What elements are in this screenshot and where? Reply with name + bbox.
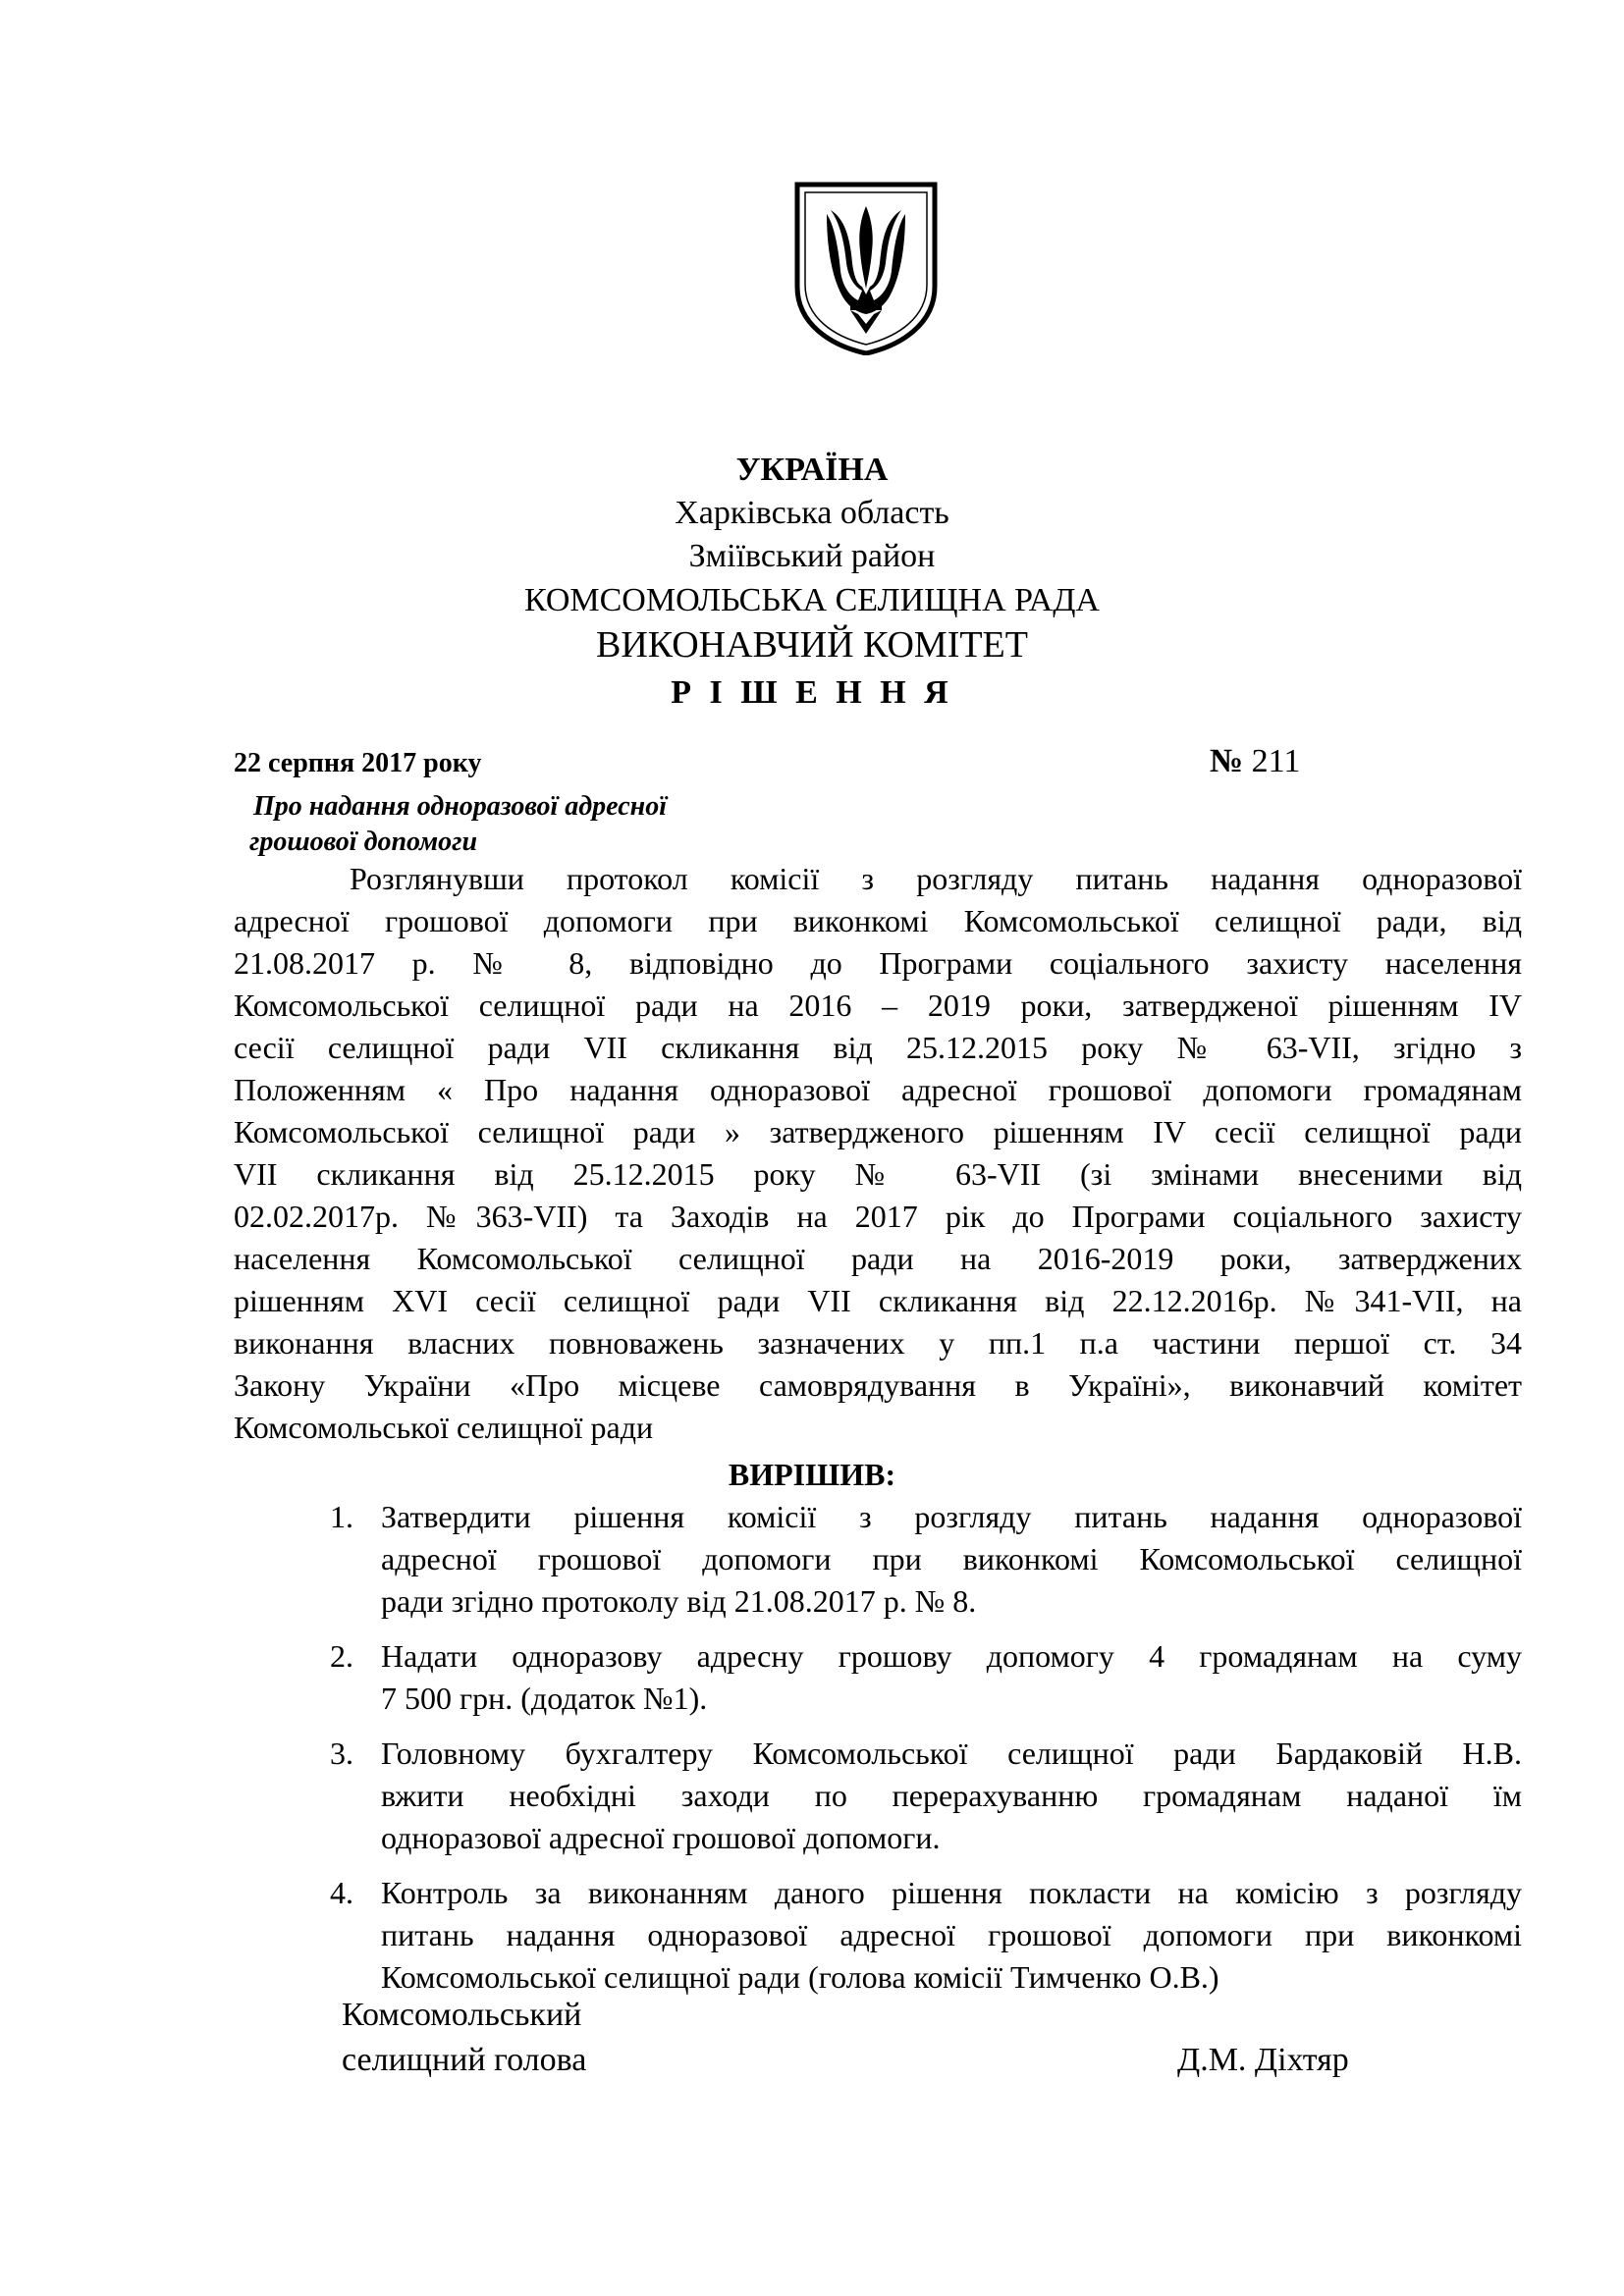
signer-name: Д.М. Діхтяр xyxy=(1177,2042,1349,2078)
item-line: Затвердити рішення комісії з розгляду питань надання одноразової xyxy=(381,1499,1522,1534)
preamble-line: Розглянувши протокол комісії з розгляду питань надання одноразової xyxy=(350,861,1522,896)
subject-line: грошової допомоги xyxy=(249,827,478,857)
item-line: Комсомольської селищної ради (голова комісії Тимченко О.В.) xyxy=(381,1959,1219,1995)
preamble-line: сесії селищної ради VII скликання від 25.12.2015 року № 63-VII, згідно з xyxy=(234,1030,1522,1065)
preamble-line: Комсомольської селищної ради на 2016 – 2019 роки, затвердженої рішенням IV xyxy=(234,988,1522,1023)
preamble-line: населення Комсомольської селищної ради на 2016-2019 роки, затверджених xyxy=(234,1241,1522,1276)
country-heading: УКРАЇНА xyxy=(735,452,889,488)
item-line: Головному бухгалтеру Комсомольської селищної ради Бардаковій Н.В. xyxy=(381,1735,1522,1771)
item-number: 4. xyxy=(330,1875,353,1910)
preamble-line: Комсомольської селищної ради » затвердженого рішенням IV сесії селищної ради xyxy=(234,1114,1522,1149)
subject-line: Про надання одноразової адресної xyxy=(253,791,667,822)
trident-coat-of-arms-icon xyxy=(791,181,941,355)
preamble-line: Положенням « Про надання одноразової адресної грошової допомоги громадянам xyxy=(234,1072,1522,1107)
decision-item xyxy=(330,1733,1522,1859)
decision-date: 22 серпня 2017 року xyxy=(234,748,482,778)
preamble-line: рішенням XVI сесії селищної ради VII скликання від 22.12.2016р. №341-VII, на xyxy=(234,1283,1522,1318)
preamble-line: 02.02.2017р. №363-VII) та Заходів на 2017 рік до Програми соціального захисту xyxy=(234,1199,1522,1234)
preamble-line: Комсомольської селищної ради xyxy=(234,1410,654,1445)
number-sign: № xyxy=(1210,743,1244,779)
preamble-line: адресної грошової допомоги при виконкомі Комсомольської селищної ради, від xyxy=(234,903,1522,938)
preamble-line: Закону України «Про місцеве самоврядування в Україні», виконавчий комітет xyxy=(234,1367,1522,1403)
position-line: Комсомольський xyxy=(342,1997,582,2033)
document-type-heading: Р І Ш Е Н Н Я xyxy=(671,674,953,711)
item-line: питань надання одноразової адресної грошової допомоги при виконкомі xyxy=(381,1917,1522,1952)
position-line: селищний голова xyxy=(342,2042,587,2078)
district-heading: Зміївський район xyxy=(688,538,936,574)
item-line: адресної грошової допомоги при виконкомі Комсомольської селищної xyxy=(381,1541,1522,1576)
item-line: Надати одноразову адресну грошову допомогу 4 громадянам на суму xyxy=(381,1638,1522,1674)
decision-list xyxy=(330,1496,1522,2011)
preamble-paragraph xyxy=(234,858,1522,1449)
item-line: 7 500 грн. (додаток №1). xyxy=(381,1681,708,1716)
item-number: 1. xyxy=(330,1499,353,1534)
decision-number xyxy=(1210,742,1300,781)
preamble-line: 21.08.2017 р. № 8, відповідно до Програми соціального захисту населення xyxy=(234,945,1522,981)
item-number: 2. xyxy=(330,1638,353,1674)
coat-of-arms-emblem xyxy=(791,181,941,355)
item-line: одноразової адресної грошової допомоги. xyxy=(381,1820,941,1855)
preamble-line: виконання власних повноважень зазначених у пп.1 п.а частини першої ст. 34 xyxy=(234,1325,1522,1361)
item-number: 3. xyxy=(330,1735,353,1771)
committee-heading: ВИКОНАВЧИЙ КОМІТЕТ xyxy=(596,624,1028,666)
resolved-heading: ВИРІШИВ: xyxy=(728,1457,896,1492)
item-line: Контроль за виконанням даного рішення покласти на комісію з розгляду xyxy=(381,1875,1522,1910)
signature-position xyxy=(342,1993,586,2083)
region-heading: Харківська область xyxy=(675,495,949,531)
council-heading: КОМСОМОЛЬСЬКА СЕЛИЩНА РАДА xyxy=(524,582,1100,618)
decision-subject xyxy=(249,789,803,860)
item-line: вжити необхідні заходи по перерахуванню громадянам наданої їм xyxy=(381,1778,1522,1813)
preamble-line: VII скликання від 25.12.2015 року № 63-VII (зі змінами внесеними від xyxy=(234,1156,1522,1192)
decision-item xyxy=(330,1496,1522,1623)
decision-item xyxy=(330,1872,1522,1999)
number-value: 211 xyxy=(1251,743,1301,779)
decision-item xyxy=(330,1635,1522,1720)
item-line: ради згідно протоколу від 21.08.2017 р. № 8. xyxy=(381,1583,977,1619)
